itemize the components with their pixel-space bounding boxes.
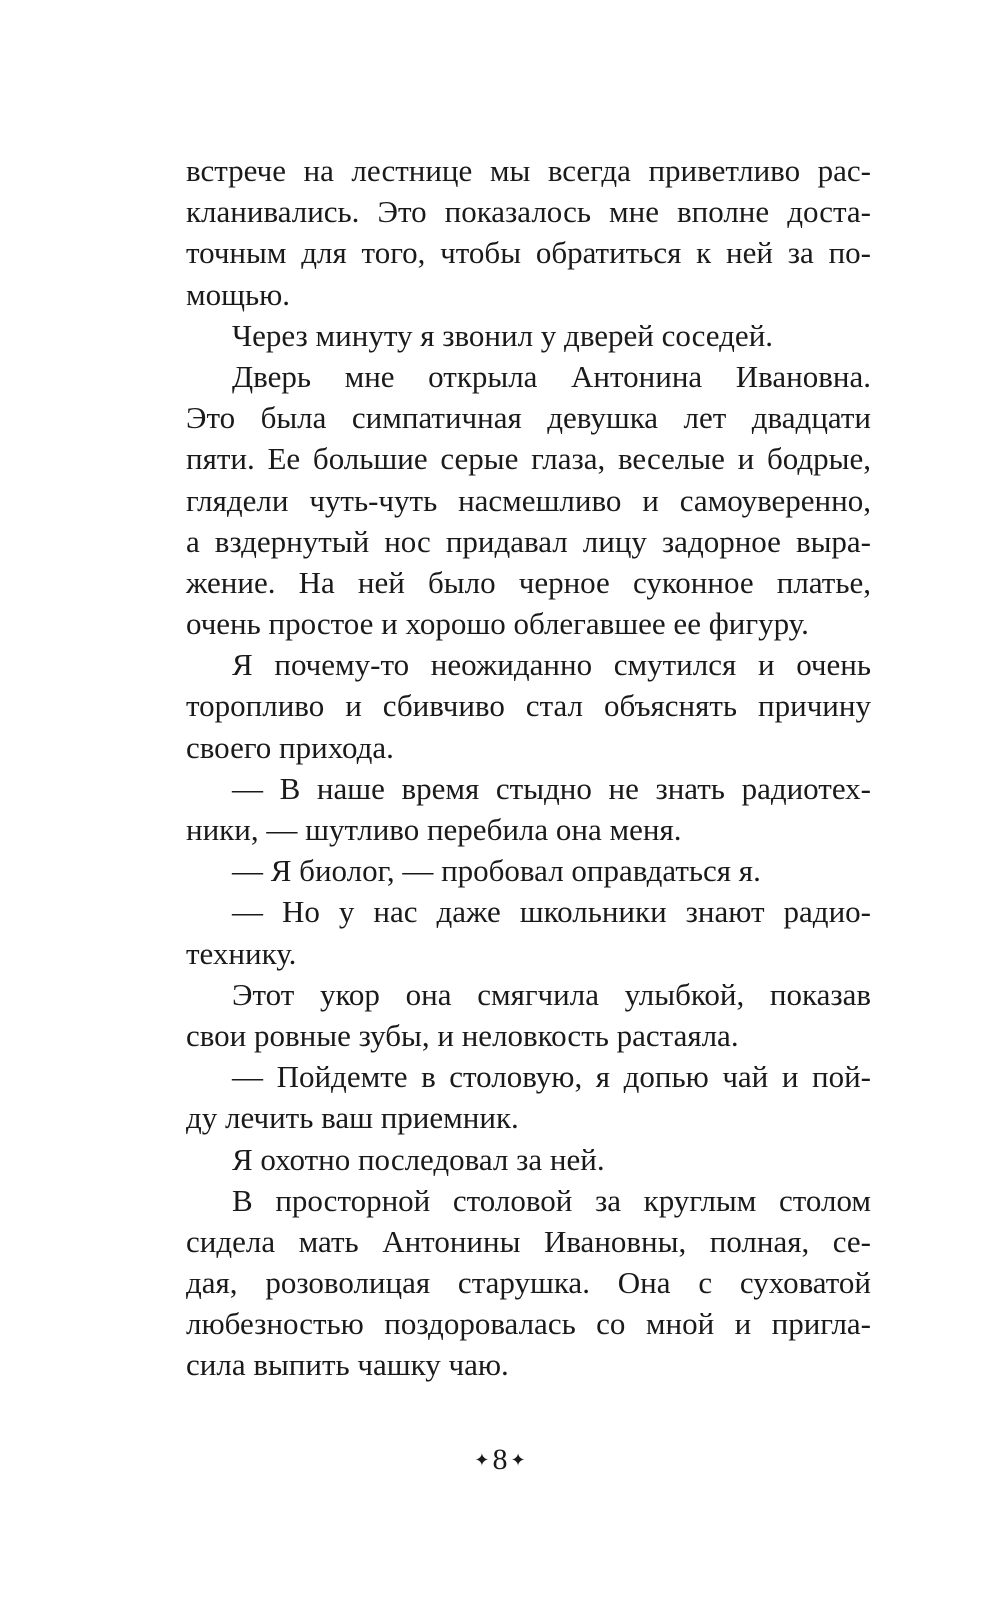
text-line: Дверь мне открыла Антонина Ивановна. [232,358,871,394]
text-line: торопливо и сбивчиво стал объяснять причину [186,688,871,724]
text-line: Это была симпатичная девушка лет двадцати [186,400,871,436]
text-line: жение. На ней было черное суконное платье, [186,564,871,600]
text-line: — Но у нас даже школьники знают радио- [232,894,871,930]
text-line: Я почему-то неожиданно смутился и очень [232,647,871,683]
text-line: технику. [186,935,297,971]
text-line: Этот укор она смягчила улыбкой, показав [232,976,871,1012]
text-line: своего прихода. [186,729,394,765]
text-line: а вздернутый нос придавал лицу задорное выра- [186,523,871,559]
ornament-right-icon: ✦ [510,1450,526,1471]
text-line: ники, — шутливо перебила она меня. [186,812,682,847]
text-line: кланивались. Это показалось мне вполне доста- [186,194,871,230]
text-line: сидела мать Антонины Ивановны, полная, се- [186,1223,871,1259]
text-line: очень простое и хорошо облегавшее ее фигуру. [186,606,809,642]
text-line: свои ровные зубы, и неловкость растаяла. [186,1017,739,1053]
text-line: точным для того, чтобы обратиться к ней за по- [186,235,871,271]
page-body-text [186,150,871,1386]
text-line: мощью. [186,276,291,312]
text-line: — Я биолог, — пробовал оправдаться я. [232,853,761,889]
text-line: Я охотно последовал за ней. [232,1141,605,1177]
text-line: сила выпить чашку чаю. [186,1347,509,1383]
text-line: дая, розоволицая старушка. Она с суховатой [186,1265,871,1301]
page-number: 8 [492,1443,508,1476]
page-footer [0,1442,1000,1480]
ornament-left-icon: ✦ [474,1450,490,1471]
text-line: встрече на лестнице мы всегда приветливо рас- [186,153,871,188]
text-line: глядели чуть-чуть насмешливо и самоуверенно, [186,482,871,518]
text-line: любезностью поздоровалась со мной и пригла- [186,1306,871,1342]
text-line: В просторной столовой за круглым столом [232,1182,871,1218]
text-line: Через минуту я звонил у дверей соседей. [232,317,774,353]
text-line: — В наше время стыдно не знать радиотех- [232,770,871,806]
text-line: — Пойдемте в столовую, я допью чай и пой- [232,1059,871,1095]
text-line: пяти. Ее большие серые глаза, веселые и бодрые, [186,441,871,477]
text-line: ду лечить ваш приемник. [186,1100,519,1136]
